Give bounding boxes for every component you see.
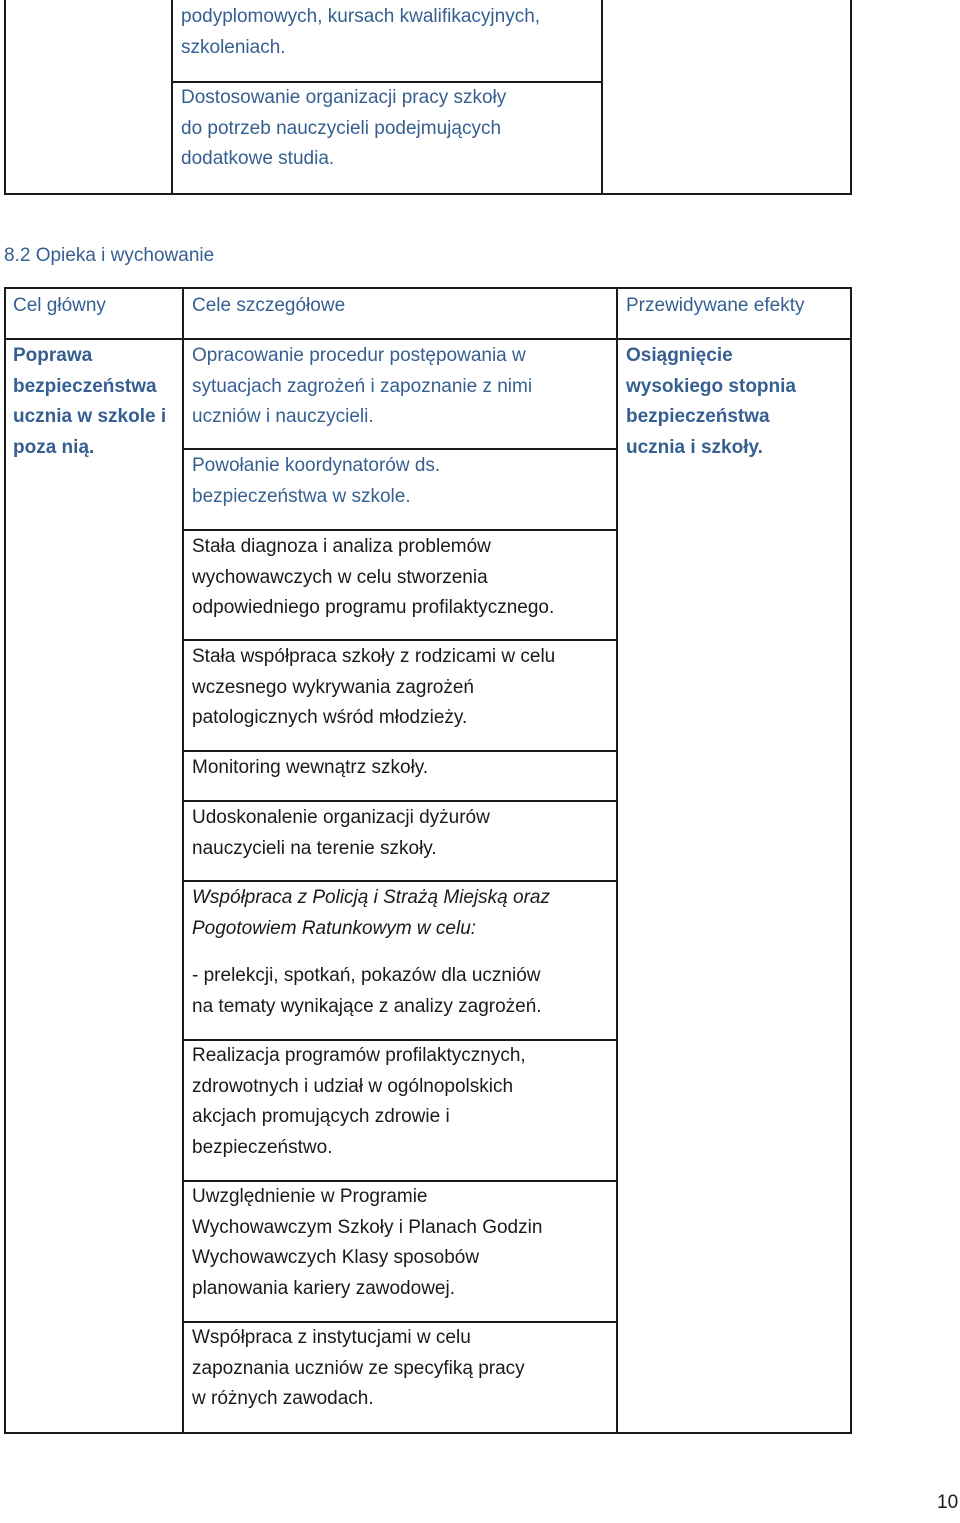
main-goal-text: Poprawa bezpieczeństwa ucznia w szkole i poza nią.: [13, 345, 167, 458]
goal-monitoring: Monitoring wewnątrz szkoły.: [192, 757, 429, 778]
table-border: [4, 338, 852, 340]
table-border: [850, 0, 852, 195]
table-border: [4, 1432, 852, 1434]
header-main-goal: Cel główny: [13, 295, 106, 316]
goal-prevention-programs: Realizacja programów profilaktycznych, zdrowotnych i udział w ogólnopolskich akcjach promujących zdrowie i bezpieczeństwo.: [192, 1045, 526, 1158]
goal-career-planning: Uwzględnienie w Programie Wychowawczym Szkoły i Planach Godzin Wychowawczych Klasy sposobów planowania kariery zawodowej.: [192, 1186, 543, 1299]
goal-diagnosis: Stała diagnoza i analiza problemów wychowawczych w celu stworzenia odpowiedniego programu profilaktycznego.: [192, 536, 555, 618]
top-table-row-2: Dostosowanie organizacji pracy szkoły do potrzeb nauczycieli podejmujących dodatkowe studia.: [181, 87, 507, 169]
goal-coordinators: Powołanie koordynatorów ds. bezpieczeństwa w szkole.: [192, 455, 441, 507]
row-separator: [182, 529, 618, 531]
table-border: [601, 0, 603, 195]
goal-duty-organization: Udoskonalenie organizacji dyżurów nauczycieli na terenie szkoły.: [192, 807, 490, 859]
goal-institutions-cooperation: Współpraca z instytucjami w celu zapoznania uczniów ze specyfiką pracy w różnych zawodach.: [192, 1327, 525, 1409]
table-border: [850, 287, 852, 1434]
table-border: [4, 193, 852, 195]
goal-police-cooperation-item: - prelekcji, spotkań, pokazów dla uczniów na tematy wynikające z analizy zagrożeń.: [192, 965, 542, 1017]
row-separator: [182, 880, 618, 882]
table-border: [616, 287, 618, 1434]
header-detailed-goals: Cele szczegółowe: [192, 295, 346, 316]
table-border: [4, 287, 852, 289]
row-separator: [182, 448, 618, 450]
row-separator: [182, 639, 618, 641]
row-separator: [182, 800, 618, 802]
table-border: [4, 287, 6, 1434]
table-border: [4, 0, 6, 195]
row-separator: [182, 750, 618, 752]
table-border: [171, 0, 173, 195]
table-border: [182, 287, 184, 1434]
header-expected-effects: Przewidywane efekty: [626, 295, 805, 316]
top-table-row-1: podyplomowych, kursach kwalifikacyjnych, szkoleniach.: [181, 6, 541, 58]
section-heading: 8.2 Opieka i wychowanie: [4, 245, 215, 266]
goal-procedures: Opracowanie procedur postępowania w sytuacjach zagrożeń i zapoznanie z nimi uczniów i nauczycieli.: [192, 345, 533, 427]
expected-effect-text: Osiągnięcie wysokiego stopnia bezpieczeństwa ucznia i szkoły.: [626, 345, 796, 458]
page-number: 10: [937, 1492, 959, 1513]
goal-parents-cooperation: Stała współpraca szkoły z rodzicami w celu wczesnego wykrywania zagrożeń patologicznych wśród młodzieży.: [192, 646, 556, 728]
goal-police-cooperation: Współpraca z Policją i Strażą Miejską oraz Pogotowiem Ratunkowym w celu:: [192, 887, 550, 939]
